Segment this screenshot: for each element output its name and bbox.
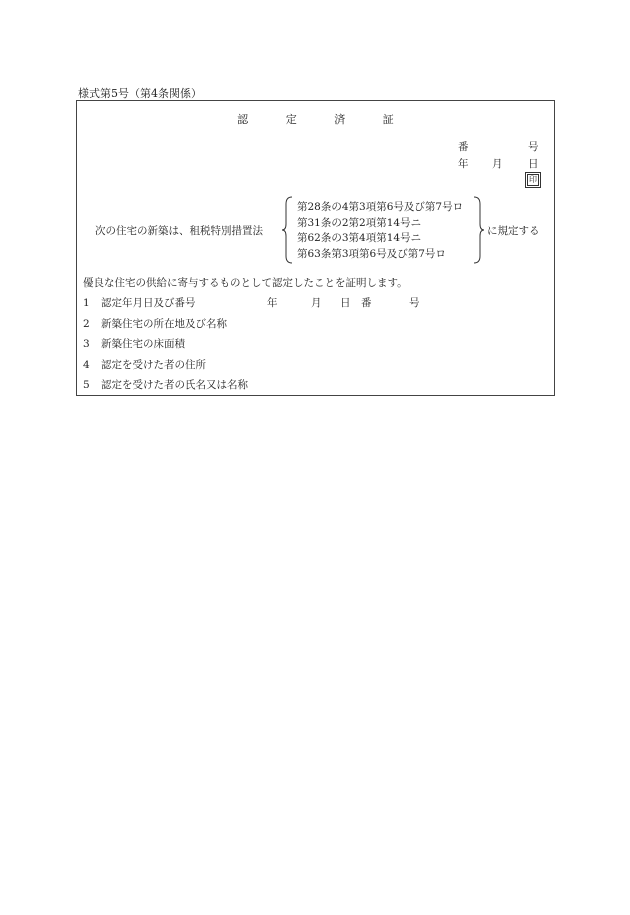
- item-day: 日: [340, 297, 351, 309]
- list-item: [83, 316, 248, 337]
- item-number: 5: [83, 379, 90, 391]
- item-number: 3: [83, 338, 90, 350]
- article-item: 第63条第3項第6号及び第7号ロ: [297, 247, 446, 260]
- title-char: 定: [285, 113, 297, 126]
- item-label: 認定を受けた者の住所: [101, 358, 206, 371]
- certificate-form: [76, 100, 555, 396]
- form-title: [77, 111, 554, 127]
- title-char: 済: [334, 113, 346, 126]
- list-item: [83, 357, 248, 378]
- item-number: 4: [83, 358, 90, 371]
- left-brace: [281, 196, 293, 264]
- item-number: 2: [83, 317, 90, 330]
- date-day: 日: [528, 158, 539, 170]
- intro-text: 次の住宅の新築は、租税特別措置法: [95, 225, 263, 237]
- right-brace: [473, 196, 485, 264]
- article-item: 第62条の3第4項第14号ニ: [297, 232, 422, 244]
- item-list: [83, 295, 420, 398]
- item-number-suffix: 号: [409, 297, 420, 309]
- number-label: 番: [458, 141, 469, 153]
- list-item: [83, 377, 248, 398]
- title-char: 認: [237, 113, 249, 126]
- item-label: 新築住宅の所在地及び名称: [101, 317, 227, 330]
- certification-statement: 優良な住宅の供給に寄与するものとして認定したことを証明します。: [83, 277, 408, 289]
- date-month: 月: [492, 158, 503, 170]
- article-list: [297, 200, 463, 262]
- form-number: 様式第5号（第4条関係）: [78, 87, 202, 100]
- provided-text: に規定する: [487, 225, 540, 237]
- item-label: 新築住宅の床面積: [101, 338, 185, 350]
- item-label: 認定を受けた者の氏名又は名称: [101, 379, 248, 391]
- item-label: 認定年月日及び番号: [101, 297, 196, 309]
- seal-mark: 印: [529, 175, 537, 184]
- title-char: 証: [382, 113, 394, 126]
- list-item: [83, 295, 420, 316]
- date-year: 年: [458, 158, 469, 170]
- seal-stamp-box: [525, 172, 541, 188]
- item-number-label: 番: [361, 297, 372, 309]
- item-number: 1: [83, 297, 90, 309]
- article-item: 第28条の4第3項第6号及び第7号ロ: [297, 201, 464, 213]
- item-year: 年: [267, 297, 278, 309]
- item-month: 月: [311, 297, 322, 309]
- number-suffix: 号: [528, 141, 539, 153]
- article-item: 第31条の2第2項第14号ニ: [297, 216, 422, 229]
- list-item: [83, 336, 248, 357]
